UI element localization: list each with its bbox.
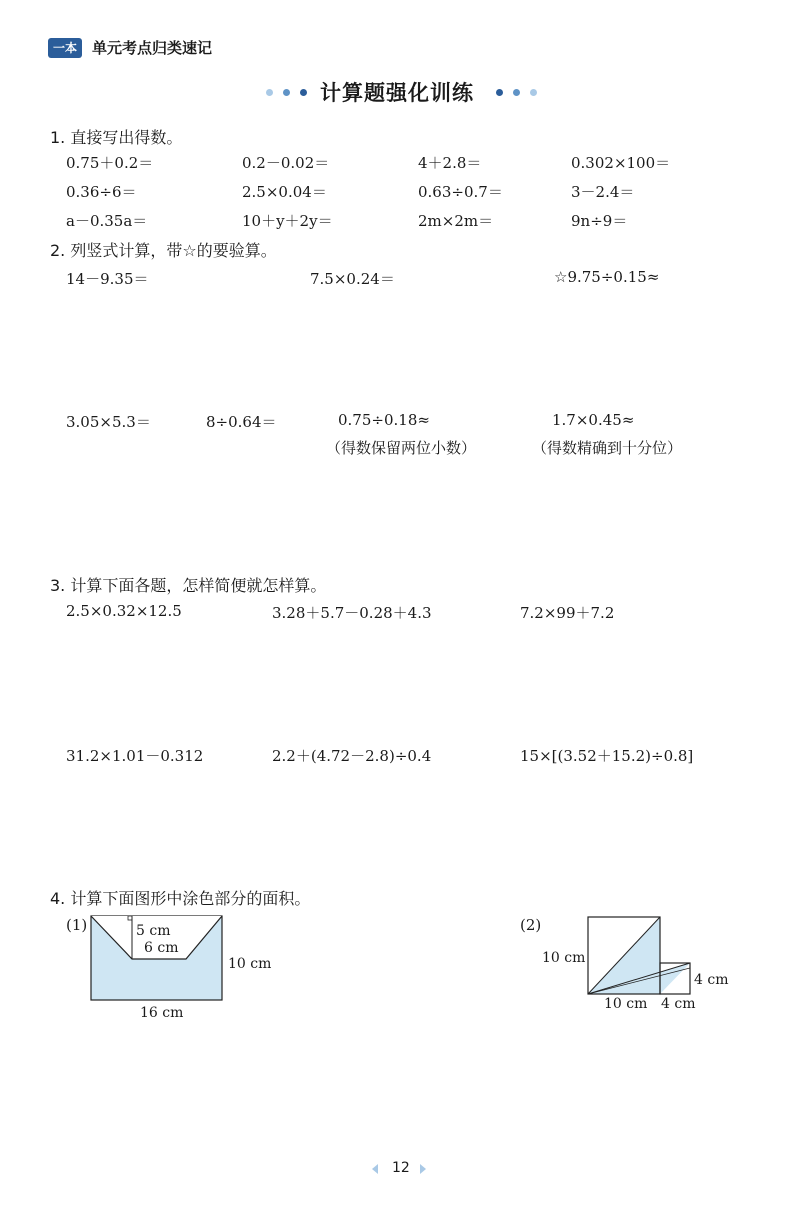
figure-2-label: (2) <box>520 916 542 934</box>
q3-heading: 3. 计算下面各题，怎样简便就怎样算。 <box>50 576 327 595</box>
q1-heading: 1. 直接写出得数。 <box>50 128 183 147</box>
fig2-dim-4-right: 4 cm <box>694 972 729 988</box>
q3-item: 15×[(3.52＋15.2)÷0.8] <box>520 747 694 765</box>
fig2-dim-10-left: 10 cm <box>542 950 586 966</box>
q1-item: 3－2.4＝ <box>571 183 635 201</box>
header-title: 单元考点归类速记 <box>92 39 213 57</box>
fig1-dim-5: 5 cm <box>136 923 171 939</box>
q1-item: 0.63÷0.7＝ <box>418 183 503 201</box>
q1-item: 0.302×100＝ <box>571 154 671 172</box>
q2-item: 14－9.35＝ <box>66 270 149 288</box>
q3-item: 7.2×99＋7.2 <box>520 604 615 622</box>
fig1-dim-6: 6 cm <box>144 940 179 956</box>
q2-item: 0.75÷0.18≈ <box>338 411 430 429</box>
title-dot <box>300 89 307 96</box>
q3-item: 3.28＋5.7－0.28＋4.3 <box>272 604 432 622</box>
fig1-dim-10: 10 cm <box>228 956 272 972</box>
q2-item: 3.05×5.3＝ <box>66 413 151 431</box>
q2-item: 8÷0.64＝ <box>206 413 277 431</box>
title-dot <box>513 89 520 96</box>
q3-item: 2.2＋(4.72－2.8)÷0.4 <box>272 747 432 765</box>
q1-item: 2m×2m＝ <box>418 212 494 230</box>
q4-heading: 4. 计算下面图形中涂色部分的面积。 <box>50 889 311 908</box>
q2-rounding-note: （得数精确到十分位） <box>532 439 683 457</box>
q1-item: 0.75＋0.2＝ <box>66 154 154 172</box>
q1-item: 2.5×0.04＝ <box>242 183 327 201</box>
q1-item: 0.36÷6＝ <box>66 183 137 201</box>
q1-item: 4＋2.8＝ <box>418 154 482 172</box>
title-dot <box>496 89 503 96</box>
figure-2-diagram <box>580 910 700 1000</box>
q2-item: ☆9.75÷0.15≈ <box>554 268 660 286</box>
next-arrow-icon <box>420 1164 426 1174</box>
title-dot <box>283 89 290 96</box>
q1-item: 0.2－0.02＝ <box>242 154 330 172</box>
section-title: 计算题强化训练 <box>320 81 474 105</box>
figure-1-label: (1) <box>66 916 88 934</box>
title-dot <box>266 89 273 96</box>
page-number: 12 <box>392 1160 410 1176</box>
q2-rounding-note: （得数保留两位小数） <box>326 439 477 457</box>
q1-item: a－0.35a＝ <box>66 212 148 230</box>
q2-item: 1.7×0.45≈ <box>552 411 635 429</box>
fig2-dim-10-bottom: 10 cm <box>604 996 648 1012</box>
q2-item: 7.5×0.24＝ <box>310 270 395 288</box>
prev-arrow-icon <box>372 1164 378 1174</box>
fig1-dim-16: 16 cm <box>140 1005 184 1021</box>
fig2-dim-4-bottom: 4 cm <box>661 996 696 1012</box>
q1-item: 10＋y＋2y＝ <box>242 212 333 230</box>
q3-item: 31.2×1.01－0.312 <box>66 747 204 765</box>
q1-item: 9n÷9＝ <box>571 212 628 230</box>
q3-item: 2.5×0.32×12.5 <box>66 602 182 620</box>
book-logo: 一本 <box>48 38 82 58</box>
title-dot <box>530 89 537 96</box>
q2-heading: 2. 列竖式计算，带☆的要验算。 <box>50 241 277 260</box>
